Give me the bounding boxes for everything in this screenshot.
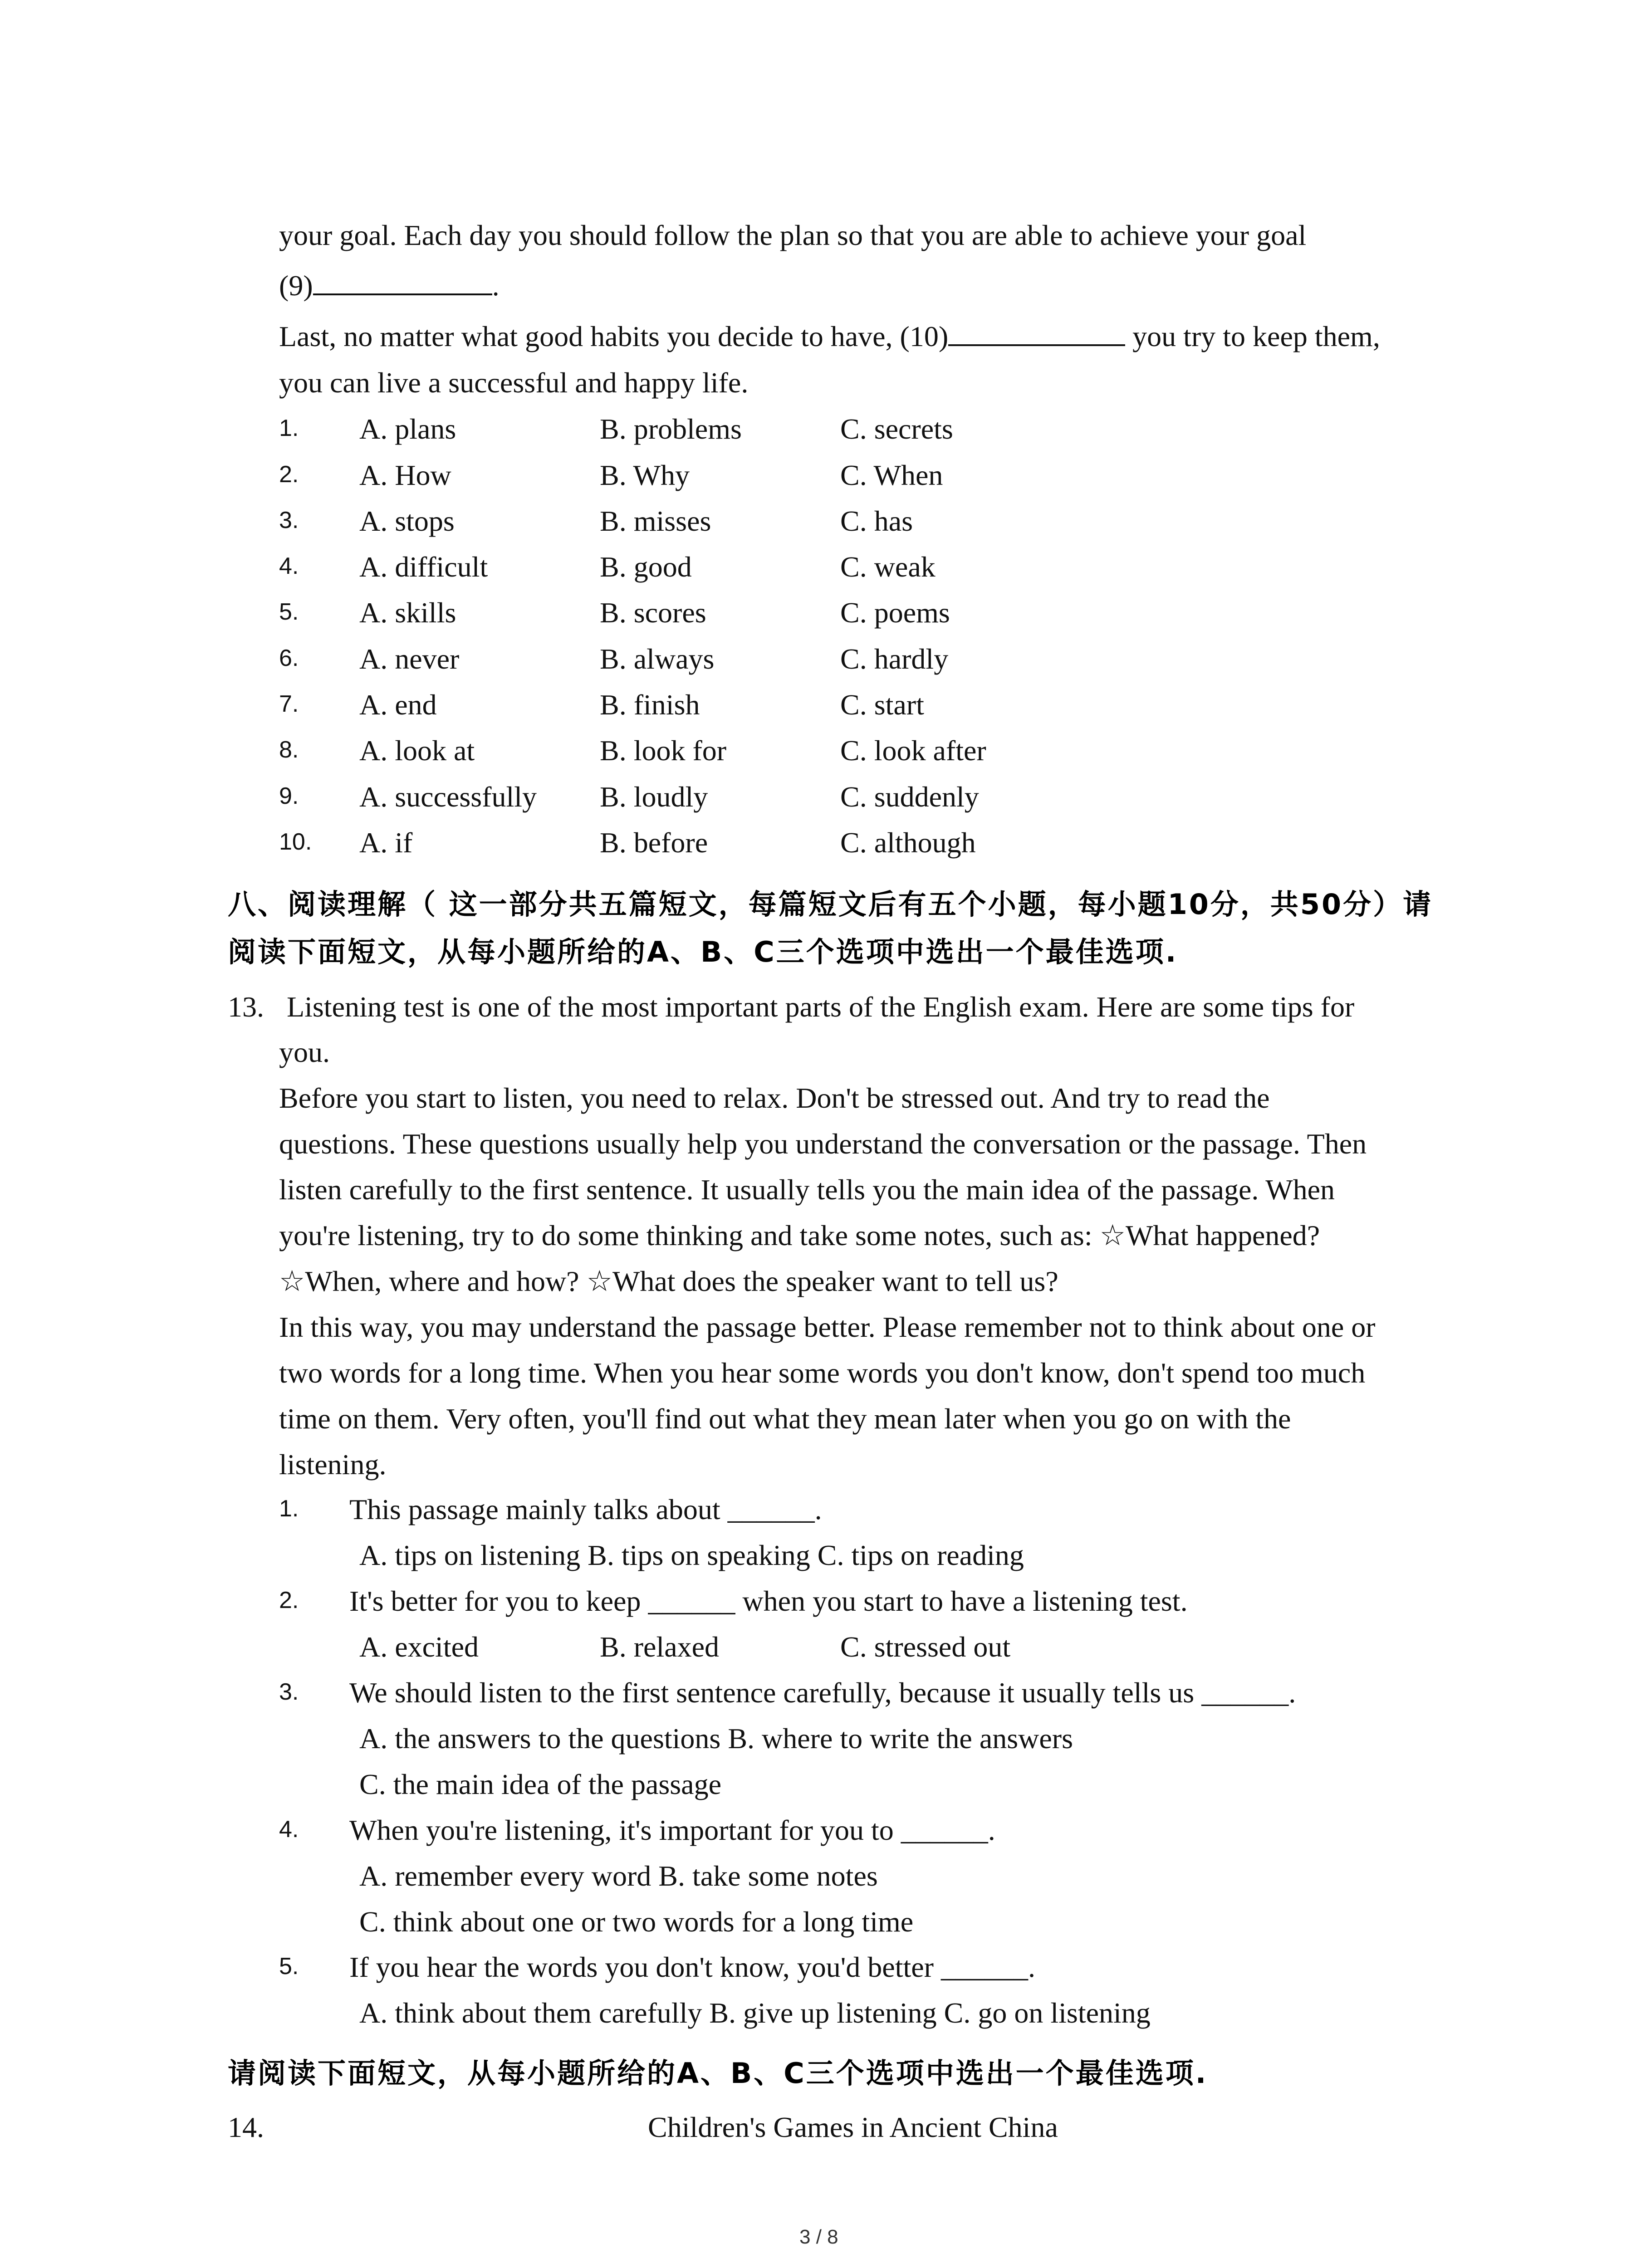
option-b: B. before xyxy=(600,826,708,859)
option-b: B. finish xyxy=(600,689,700,721)
option-b: B. always xyxy=(600,643,715,675)
option-number: 8. xyxy=(279,737,299,763)
option-number: 9. xyxy=(279,783,299,809)
answer-blank xyxy=(948,341,1125,346)
option-number: 6. xyxy=(279,645,299,671)
option-c: C. suddenly xyxy=(840,781,979,813)
question-stem: We should listen to the first sentence carefully, because it usually tells us ______. xyxy=(349,1677,1296,1709)
option-c: C. poems xyxy=(840,596,950,629)
option-b: B. good xyxy=(600,551,692,583)
option-a: A. never xyxy=(359,643,460,675)
page-number: 3 / 8 xyxy=(799,2226,838,2248)
option-b: B. misses xyxy=(600,505,711,537)
option-number: 5. xyxy=(279,599,299,625)
option-a: A. skills xyxy=(359,596,456,629)
question-options: C. think about one or two words for a long time xyxy=(359,1906,914,1938)
option-a: A. end xyxy=(359,689,437,721)
option-b: B. relaxed xyxy=(600,1631,719,1663)
option-number: 7. xyxy=(279,691,299,717)
question-options: A. think about them carefully B. give up listening C. go on listening xyxy=(359,1997,1151,2029)
option-c: C. stressed out xyxy=(840,1631,1011,1663)
question-number: 5. xyxy=(279,1953,299,1980)
passage-line: In this way, you may understand the passage better. Please remember not to think about one or xyxy=(279,1311,1376,1343)
passage-line: ☆When, where and how? ☆What does the speaker want to tell us? xyxy=(279,1265,1058,1297)
option-a: A. excited xyxy=(359,1631,479,1663)
option-b: B. problems xyxy=(600,413,742,445)
option-number: 2. xyxy=(279,461,299,488)
passage-title: Children's Games in Ancient China xyxy=(648,2111,1058,2143)
option-a: A. stops xyxy=(359,505,455,537)
option-c: C. hardly xyxy=(840,643,949,675)
period: . xyxy=(492,269,500,302)
passage-line-blank-9 xyxy=(279,271,500,300)
option-a: A. How xyxy=(359,459,451,491)
option-c: C. weak xyxy=(840,551,936,583)
option-number: 10. xyxy=(279,829,312,855)
question-number: 3. xyxy=(279,1679,299,1705)
option-c: C. look after xyxy=(840,734,986,767)
option-b: B. look for xyxy=(600,734,727,767)
option-a: A. successfully xyxy=(359,781,537,813)
passage-line: questions. These questions usually help you understand the conversation or the passage. Then xyxy=(279,1128,1367,1160)
question-options: C. the main idea of the passage xyxy=(359,1768,721,1800)
question-options: A. remember every word B. take some notes xyxy=(359,1860,878,1892)
option-number: 1. xyxy=(279,415,299,441)
question-options: A. tips on listening B. tips on speaking C. tips on reading xyxy=(359,1539,1024,1571)
option-c: C. has xyxy=(840,505,913,537)
question-stem: It's better for you to keep ______ when you start to have a listening test. xyxy=(349,1585,1188,1617)
option-number: 4. xyxy=(279,553,299,579)
question-options: A. the answers to the questions B. where to write the answers xyxy=(359,1722,1073,1755)
question-stem: This passage mainly talks about ______. xyxy=(349,1493,822,1525)
question-stem: If you hear the words you don't know, you'd better ______. xyxy=(349,1951,1035,1983)
answer-blank xyxy=(313,290,492,295)
question-number: 2. xyxy=(279,1587,299,1613)
passage-line: you. xyxy=(279,1036,330,1068)
section-heading: 八、阅读理解（ 这一部分共五篇短文，每篇短文后有五个小题，每小题10分，共50分）请 xyxy=(228,888,1433,921)
passage-line: you're listening, try to do some thinking and take some notes, such as: ☆What happened? xyxy=(279,1219,1320,1251)
option-b: B. Why xyxy=(600,459,690,491)
instruction-heading: 请阅读下面短文，从每小题所给的A、B、C三个选项中选出一个最佳选项. xyxy=(228,2057,1208,2090)
blank-number: (9) xyxy=(279,269,313,302)
option-b: B. scores xyxy=(600,596,706,629)
passage-line: you can live a successful and happy life. xyxy=(279,367,749,399)
passage-line: Listening test is one of the most important parts of the English exam. Here are some tips for xyxy=(287,991,1355,1023)
passage-line: Before you start to listen, you need to relax. Don't be stressed out. And try to read the xyxy=(279,1082,1270,1114)
section-heading: 阅读下面短文，从每小题所给的A、B、C三个选项中选出一个最佳选项. xyxy=(228,935,1178,968)
passage-line: listen carefully to the first sentence. It usually tells you the main idea of the passage. When xyxy=(279,1173,1335,1206)
line-text: you try to keep them, xyxy=(1132,320,1380,352)
question-number: 1. xyxy=(279,1496,299,1522)
passage-line: listening. xyxy=(279,1448,387,1481)
option-b: B. loudly xyxy=(600,781,708,813)
passage-line: two words for a long time. When you hear some words you don't know, don't spend too much xyxy=(279,1357,1366,1389)
question-number: 4. xyxy=(279,1816,299,1843)
question-stem: When you're listening, it's important for you to ______. xyxy=(349,1814,995,1846)
option-a: A. plans xyxy=(359,413,456,445)
question-number: 13. xyxy=(228,991,264,1023)
option-c: C. although xyxy=(840,826,976,859)
option-number: 3. xyxy=(279,507,299,533)
passage-line-blank-10 xyxy=(279,322,1380,351)
option-a: A. if xyxy=(359,826,413,859)
option-c: C. start xyxy=(840,689,924,721)
passage-line: time on them. Very often, you'll find out what they mean later when you go on with the xyxy=(279,1403,1291,1435)
option-a: A. look at xyxy=(359,734,475,767)
passage-line: your goal. Each day you should follow the plan so that you are able to achieve your goal xyxy=(279,219,1307,251)
option-c: C. When xyxy=(840,459,943,491)
option-c: C. secrets xyxy=(840,413,953,445)
line-text: Last, no matter what good habits you decide to have, (10) xyxy=(279,320,949,352)
question-number: 14. xyxy=(228,2111,264,2143)
option-a: A. difficult xyxy=(359,551,488,583)
